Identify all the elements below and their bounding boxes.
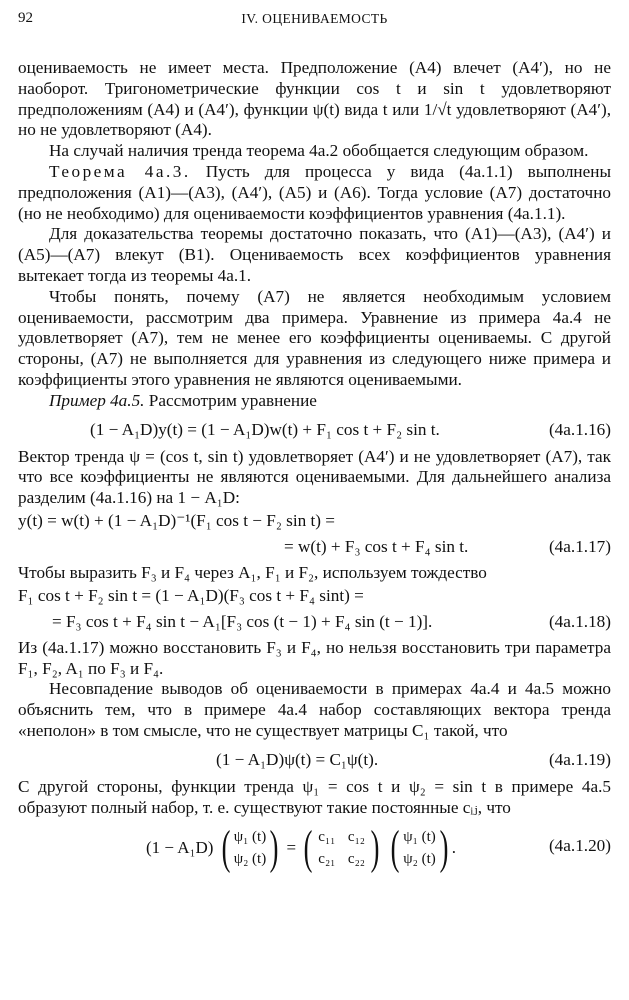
equation-formula: (1 − A₁D)y(t) = (1 − A₁D)w(t) + F₁ cos t + F₂ sin t. [90, 419, 440, 439]
paragraph-8: Чтобы выразить F₃ и F₄ через A₁, F₁ и F₂, используем тождество [18, 562, 487, 582]
equals-sign: = [286, 837, 297, 857]
equation-4a1-19 [18, 742, 611, 777]
example-label: Пример 4a.5. [49, 390, 145, 410]
psi-1: ψ₁ (t) [403, 829, 436, 846]
page-header [18, 10, 611, 34]
c22: c₂₂ [347, 851, 366, 868]
equation-4a1-20 [18, 818, 611, 880]
equation-formula: (1 − A₁D)ψ(t) = C₁ψ(t). [216, 749, 379, 769]
c11: c₁₁ [318, 829, 336, 846]
equation-4a1-17-line1 [18, 509, 611, 533]
paragraph-10: Несовпадение выводов об оцениваемости в примерах 4a.4 и 4a.5 можно объяснить тем, что в примере 4a.4 набор составляющих вектора тренда «неполон» в том смысле, что не существует матрицы C₁ такой, что [18, 679, 611, 740]
paragraph-2: На случай наличия тренда теорема 4a.2 обобщается следующим образом. [49, 141, 589, 161]
psi-1: ψ₁ (t) [233, 829, 267, 846]
running-title: IV. ОЦЕНИВАЕМОСТЬ [241, 11, 388, 26]
equation-4a1-16 [18, 412, 611, 447]
theorem-4a3 [18, 162, 611, 224]
paren-close: ) [370, 821, 380, 875]
matrix-col-2 [346, 826, 367, 870]
equation-number: (4a.1.18) [548, 611, 611, 631]
theorem-label: Теорема 4a.3. [49, 161, 191, 181]
period: . [451, 837, 457, 857]
vector-psi-left [234, 826, 267, 870]
equation-formula: = F₃ cos t + F₄ sin t − A₁[F₃ cos (t − 1) + F₄ sin (t − 1)]. [52, 611, 433, 631]
paragraph-5: Чтобы понять, почему (A7) не является необходимым условием оцениваемости, рассмотрим два примера. Уравнение из примера 4a.4 не удовлетворяет (A7), тем не менее его коэффициенты оцениваемы. С другой стороны, (A7) не выполняется для уравнения из следующего ниже примера и коэффициенты этого уравнения не являются оцениваемыми. [18, 286, 611, 389]
paren-close: ) [269, 821, 279, 875]
matrix-col-1 [316, 826, 337, 870]
matrix-formula [146, 821, 457, 875]
c12: c₁₂ [347, 829, 366, 846]
paragraph-1: оцениваемость не имеет места. Предположение (A4) влечет (A4′), но не наоборот. Тригонометрические функции cos t и sin t удовлетворяют предположениям (A4) и (A4′), функции ψ(t) вида t или 1/√t удовлетворяют (A4′), но не удовлетворяют (A4). [18, 58, 611, 140]
paragraph-7: Вектор тренда ψ = (cos t, sin t) удовлетворяет (A4′) и не удовлетворяет (A7), так что все коэффициенты не являются оцениваемыми. Для дальнейшего анализа разделим (4a.1.16) на 1 − A₁D: [18, 446, 611, 508]
paragraph-11: С другой стороны, функции тренда ψ₁ = cos t и ψ₂ = sin t в примере 4a.5 образуют полный набор, т. е. существуют такие постоянные cᵢⱼ, что [18, 776, 611, 817]
vector-psi-right [403, 826, 436, 870]
page-number: 92 [18, 10, 33, 26]
equation-formula: y(t) = w(t) + (1 − A₁D)⁻¹(F₁ cos t − F₂ sin t) = [18, 510, 335, 530]
paren-open: ( [303, 821, 313, 875]
paren-open: ( [221, 821, 231, 875]
equation-formula: = w(t) + F₃ cos t + F₄ sin t. [284, 536, 469, 556]
page-body [18, 58, 611, 880]
psi-2: ψ₂ (t) [403, 851, 436, 868]
equation-formula: F₁ cos t + F₂ sin t = (1 − A₁D)(F₃ cos t + F₄ sint) = [18, 585, 364, 605]
equation-number: (4a.1.17) [548, 536, 611, 556]
paragraph-9: Из (4a.1.17) можно восстановить F₃ и F₄, но нельзя восстановить три параметра F₁, F₂, A₁ по F₃ и F₄. [18, 637, 611, 678]
c21: c₂₁ [318, 851, 336, 868]
equation-4a1-18-line2 [18, 608, 611, 638]
equation-number: (4a.1.16) [548, 419, 611, 439]
example-4a5 [18, 391, 611, 412]
equation-4a1-18-line1 [18, 584, 611, 608]
theorem-body: Пусть для процесса y вида (4a.1.1) выполнены предположения (A1)—(A3), (A4′), (A5) и (A6). Тогда условие (A7) достаточно (но не необходимо) для оцениваемости коэффициентов уравнения (4a.1.1). [18, 161, 612, 223]
paragraph-4: Для доказательства теоремы достаточно показать, что (A1)—(A3), (A4′) и (A5)—(A7) влекут (B1). Оцениваемость всех коэффициентов уравнения вытекает тогда из теоремы 4a.1. [18, 224, 611, 285]
equation-number: (4a.1.19) [548, 749, 611, 769]
paren-close: ) [439, 821, 449, 875]
psi-2: ψ₂ (t) [233, 851, 267, 868]
operator-lhs: (1 − A₁D) [146, 837, 214, 857]
paren-open: ( [390, 821, 400, 875]
equation-number: (4a.1.20) [548, 836, 611, 856]
equation-4a1-17-line2 [18, 533, 611, 563]
example-body: Рассмотрим уравнение [148, 390, 317, 410]
